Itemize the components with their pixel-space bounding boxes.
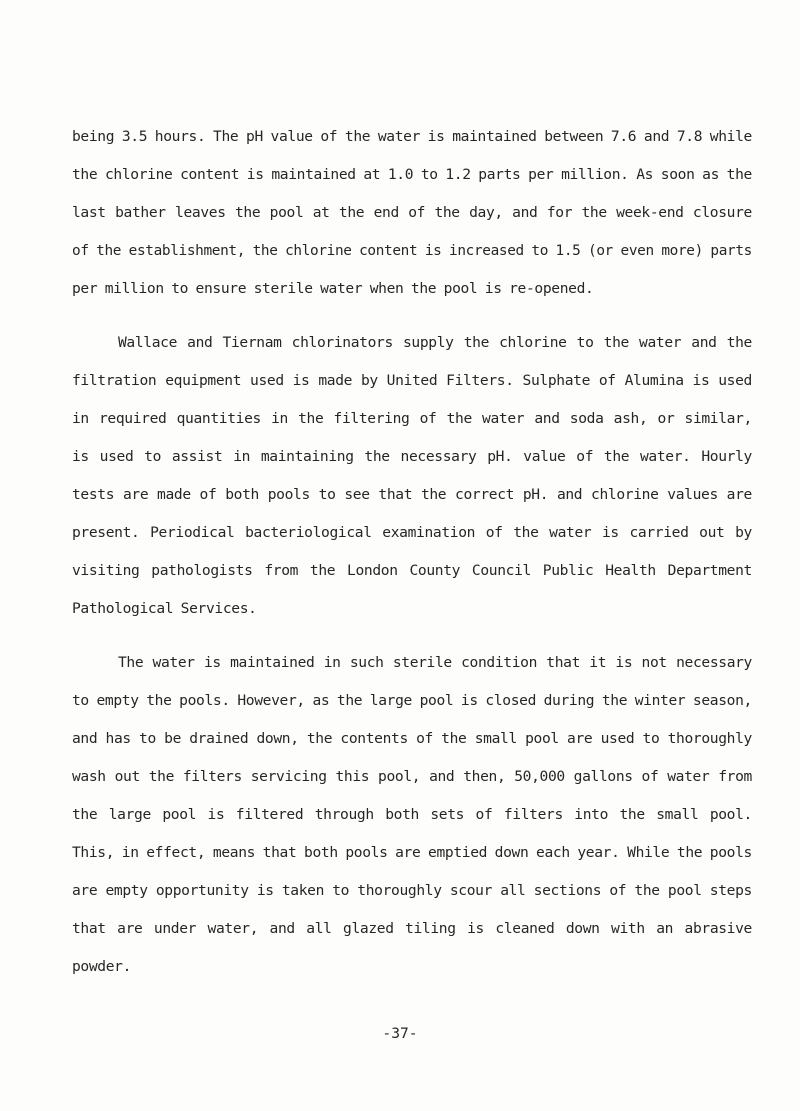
text-line: The water is maintained in such sterile condition that it is not necessary: [118, 654, 752, 671]
text-line: to empty the pools. However, as the large pool is closed during the winter season,: [72, 692, 752, 709]
text-line: and has to be drained down, the contents of the small pool are used to thoroughly: [72, 730, 752, 747]
text-line: wash out the filters servicing this pool, and then, 50,000 gallons of water from: [72, 768, 752, 785]
text-line: of the establishment, the chlorine content is increased to 1.5 (or even more) parts: [72, 243, 752, 259]
text-line: present. Periodical bacteriological examination of the water is carried out by: [72, 524, 752, 541]
body-text: [72, 118, 752, 986]
text-line: tests are made of both pools to see that the correct pH. and chlorine values are: [72, 486, 752, 503]
text-line: being 3.5 hours. The pH value of the water is maintained between 7.6 and 7.8 while: [72, 128, 752, 145]
text-line: the chlorine content is maintained at 1.0 to 1.2 parts per million. As soon as the: [72, 166, 752, 183]
text-line: filtration equipment used is made by United Filters. Sulphate of Alumina is used: [72, 372, 752, 389]
page-number: -37-: [382, 1025, 418, 1042]
text-line: Wallace and Tiernam chlorinators supply the chlorine to the water and the: [118, 334, 752, 351]
text-line: last bather leaves the pool at the end of the day, and for the week-end closure: [72, 204, 752, 221]
text-line: that are under water, and all glazed tiling is cleaned down with an abrasive: [72, 920, 752, 937]
text-line: the large pool is filtered through both sets of filters into the small pool.: [72, 806, 752, 823]
text-line: visiting pathologists from the London County Council Public Health Department: [72, 562, 752, 579]
text-line: This, in effect, means that both pools are emptied down each year. While the pools: [72, 844, 752, 861]
paragraph-1: [72, 118, 752, 308]
paragraph-3: [72, 644, 752, 986]
text-line: are empty opportunity is taken to thoroughly scour all sections of the pool steps: [72, 882, 752, 899]
text-line: Pathological Services.: [72, 600, 257, 617]
paragraph-2: [72, 324, 752, 628]
text-line: in required quantities in the filtering of the water and soda ash, or similar,: [72, 410, 752, 427]
text-line: powder.: [72, 958, 132, 975]
text-line: per million to ensure sterile water when the pool is re-opened.: [72, 280, 594, 297]
text-line: is used to assist in maintaining the necessary pH. value of the water. Hourly: [72, 448, 752, 465]
